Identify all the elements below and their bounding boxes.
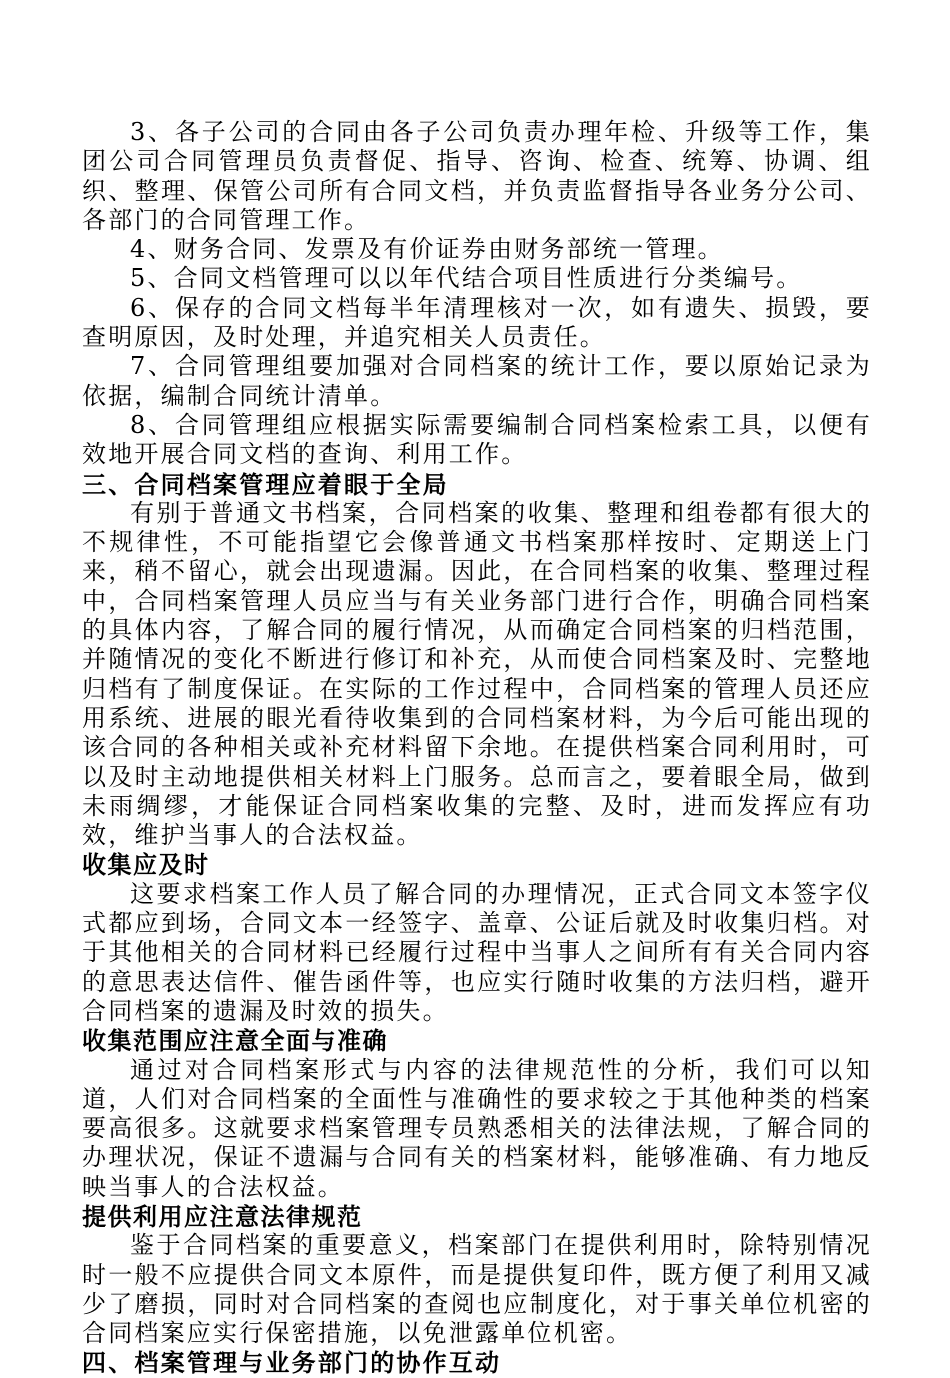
subsection-usage-legal-title: 提供利用应注意法律规范 <box>82 1201 363 1231</box>
section-3-heading: 三、合同档案管理应着眼于全局 <box>82 469 449 499</box>
subsection-collect-scope-body: 通过对合同档案形式与内容的法律规范性的分析，我们可以知道，人们对合同档案的全面性与准确性的要求较之于其他种类的档案要高很多。这就要求档案管理专员熟悉相关的法律法规，了解合同的办理状况，保证不遗漏与合同有关的档案材料，能够准确、有力地反映当事人的合法权益。 <box>82 1055 872 1201</box>
item-3-paragraph: 3、各子公司的合同由各子公司负责办理年检、升级等工作，集团公司合同管理员负责督促、指导、咨询、检查、统筹、协调、组织、整理、保管公司所有合同文档，并负责监督指导各业务分公司、各部门的合同管理工作。 <box>82 118 872 234</box>
item-5-paragraph: 5、合同文档管理可以以年代结合项目性质进行分类编号。 <box>130 264 803 293</box>
item-6-paragraph: 6、保存的合同文档每半年清理核对一次，如有遗失、损毁，要查明原因，及时处理，并追究相关人员责任。 <box>82 293 872 352</box>
item-7-paragraph: 7、合同管理组要加强对合同档案的统计工作，要以原始记录为依据，编制合同统计清单。 <box>82 352 872 410</box>
section-3-body: 有别于普通文书档案，合同档案的收集、整理和组卷都有很大的不规律性，不可能指望它会像普通文书档案那样按时、定期送上门来，稍不留心，就会出现遗漏。因此，在合同档案的收集、整理过程中，合同档案管理人员应当与有关业务部门进行合作，明确合同档案的具体内容，了解合同的履行情况，从而确定合同档案的归档范围，并随情况的变化不断进行修订和补充，从而使合同档案及时、完整地归档有了制度保证。在实际的工作过程中，合同档案的管理人员还应用系统、进展的眼光看待收集到的合同档案材料，为今后可能出现的该合同的各种相关或补充材料留下余地。在提供档案合同利用时，可以及时主动地提供相关材料上门服务。总而言之，要着眼全局，做到未雨绸缪，才能保证合同档案收集的完整、及时，进而发挥应有功效，维护当事人的合法权益。 <box>82 498 872 850</box>
item-4-paragraph: 4、财务合同、发票及有价证券由财务部统一管理。 <box>130 235 724 264</box>
subsection-collect-timely-body: 这要求档案工作人员了解合同的办理情况，正式合同文本签字仪式都应到场，合同文本一经签字、盖章、公证后就及时收集归档。对于其他相关的合同材料已经履行过程中当事人之间所有有关合同内容的意思表达信件、催告函件等，也应实行随时收集的方法归档，避开合同档案的遗漏及时效的损失。 <box>82 879 872 1025</box>
subsection-collect-scope-title: 收集范围应注意全面与准确 <box>82 1026 388 1056</box>
subsection-usage-legal-body: 鉴于合同档案的重要意义，档案部门在提供利用时，除特别情况时一般不应提供合同文本原件，而是提供复印件，既方便了利用又减少了磨损，同时对合同档案的查阅也应制度化，对于事关单位机密的合同档案应实行保密措施，以免泄露单位机密。 <box>82 1231 872 1348</box>
subsection-collect-timely-title: 收集应及时 <box>82 850 210 880</box>
section-4-heading: 四、档案管理与业务部门的协作互动 <box>82 1348 502 1378</box>
item-8-paragraph: 8、合同管理组应根据实际需要编制合同档案检索工具，以便有效地开展合同文档的查询、利用工作。 <box>82 410 872 469</box>
document-page <box>82 118 872 1378</box>
